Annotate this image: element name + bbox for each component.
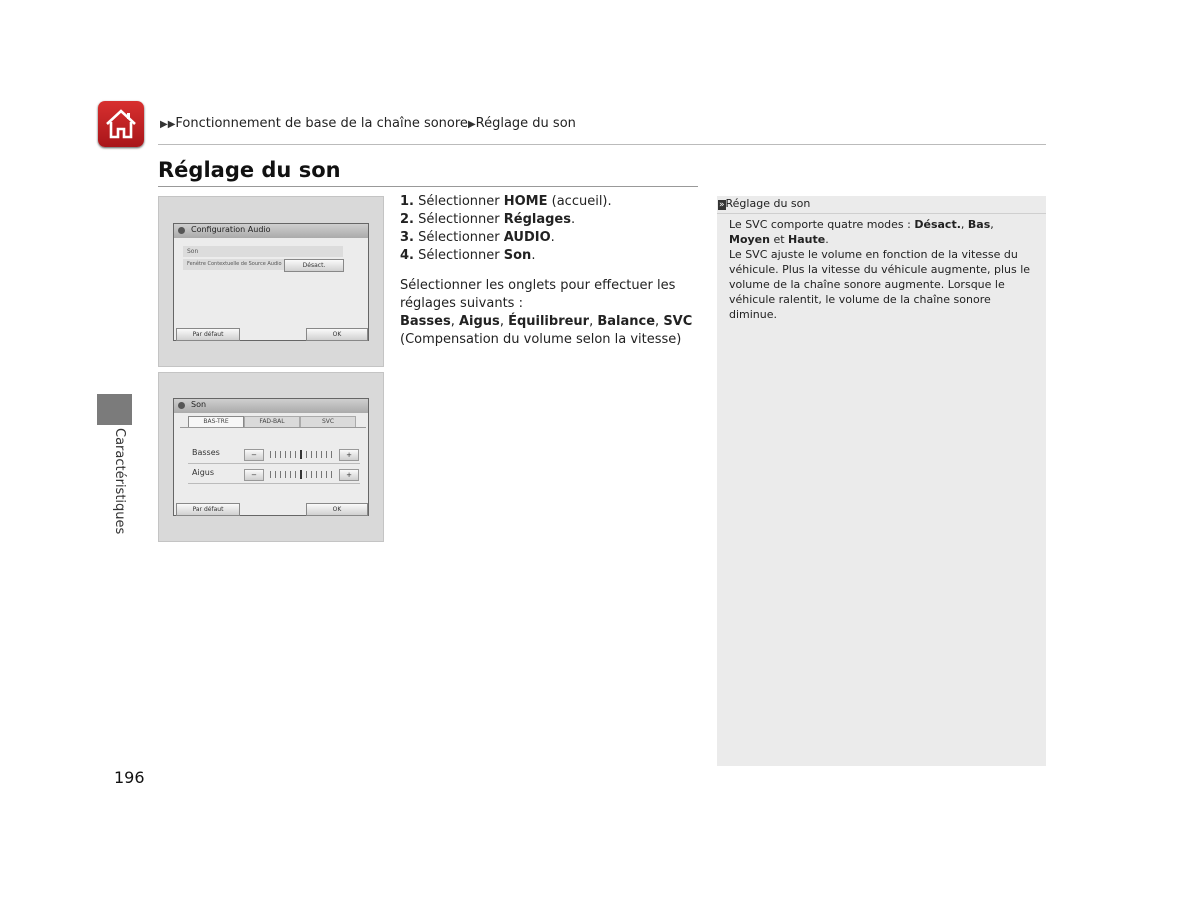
breadcrumb-item[interactable]: Réglage du son	[475, 116, 576, 131]
step-item: 3. Sélectionner AUDIO.	[400, 230, 555, 245]
tabs-list: Basses, Aigus, Équilibreur, Balance, SVC	[400, 314, 693, 329]
note-heading	[718, 197, 810, 210]
breadcrumb-item[interactable]: Fonctionnement de base de la chaîne sonore	[175, 116, 468, 131]
step-item: 4. Sélectionner Son.	[400, 248, 536, 263]
page-title: Réglage du son	[158, 158, 341, 182]
row-divider	[188, 463, 360, 464]
ok-button[interactable]: OK	[306, 328, 368, 341]
slider-label-basses: Basses	[192, 448, 220, 457]
instructions-paragraph	[400, 277, 700, 349]
screen-title: Configuration Audio	[191, 225, 271, 234]
default-button[interactable]: Par défaut	[176, 503, 240, 516]
tab-svc[interactable]: SVC	[300, 416, 356, 427]
instructions-intro: Sélectionner les onglets pour effectuer les réglages suivants :	[400, 278, 676, 311]
tab-fad-bal[interactable]: FAD-BAL	[244, 416, 300, 427]
tab-divider	[180, 427, 366, 428]
header-divider	[158, 144, 1046, 145]
popup-value[interactable]: Désact.	[284, 259, 344, 272]
side-tab-label: Caractéristiques	[112, 428, 127, 535]
slider-aigus[interactable]	[270, 470, 332, 478]
tab-bas-tre[interactable]: BAS-TRE	[188, 416, 244, 427]
minus-button[interactable]: −	[244, 449, 264, 461]
screen-title-bar	[174, 399, 368, 413]
screen-title: Son	[191, 400, 207, 409]
plus-button[interactable]: +	[339, 449, 359, 461]
note-text: Le SVC ajuste le volume en fonction de la vitesse du véhicule. Plus la vitesse du véhicule augmente, plus le volume de la chaîne sonore augmente. Lorsque le véhicule ralentit, le volume de la chaîne sonore diminue.	[729, 248, 1031, 321]
menu-item-son[interactable]: Son	[183, 246, 343, 257]
slider-label-aigus: Aigus	[192, 468, 215, 477]
note-modes: Le SVC comporte quatre modes : Désact., Bas, Moyen et Haute.	[729, 218, 994, 246]
screen-panel	[173, 398, 369, 516]
plus-button[interactable]: +	[339, 469, 359, 481]
screenshot-audio-config	[158, 196, 384, 367]
breadcrumb-arrow-icon: ▶▶	[160, 119, 176, 130]
note-icon: »	[719, 200, 725, 210]
breadcrumb	[160, 116, 576, 131]
note-body	[729, 217, 1035, 322]
home-icon[interactable]	[98, 101, 144, 147]
step-item: 1. Sélectionner HOME (accueil).	[400, 194, 612, 209]
svc-description: (Compensation du volume selon la vitesse)	[400, 332, 682, 347]
screenshot-son	[158, 372, 384, 542]
minus-button[interactable]: −	[244, 469, 264, 481]
screen-title-bar	[174, 224, 368, 238]
screen-panel	[173, 223, 369, 341]
back-icon[interactable]	[178, 402, 185, 409]
side-tab-marker	[97, 394, 132, 425]
page-number: 196	[114, 768, 145, 787]
back-icon[interactable]	[178, 227, 185, 234]
ok-button[interactable]: OK	[306, 503, 368, 516]
breadcrumb-arrow-icon: ▶	[467, 119, 476, 130]
default-button[interactable]: Par défaut	[176, 328, 240, 341]
note-heading-text: Réglage du son	[725, 197, 811, 210]
title-divider	[158, 186, 698, 187]
step-item: 2. Sélectionner Réglages.	[400, 212, 576, 227]
steps-list	[400, 193, 700, 265]
menu-item-label: Fenêtre Contextuelle de Source Audio	[187, 261, 282, 267]
row-divider	[188, 483, 360, 484]
slider-basses[interactable]	[270, 450, 332, 458]
